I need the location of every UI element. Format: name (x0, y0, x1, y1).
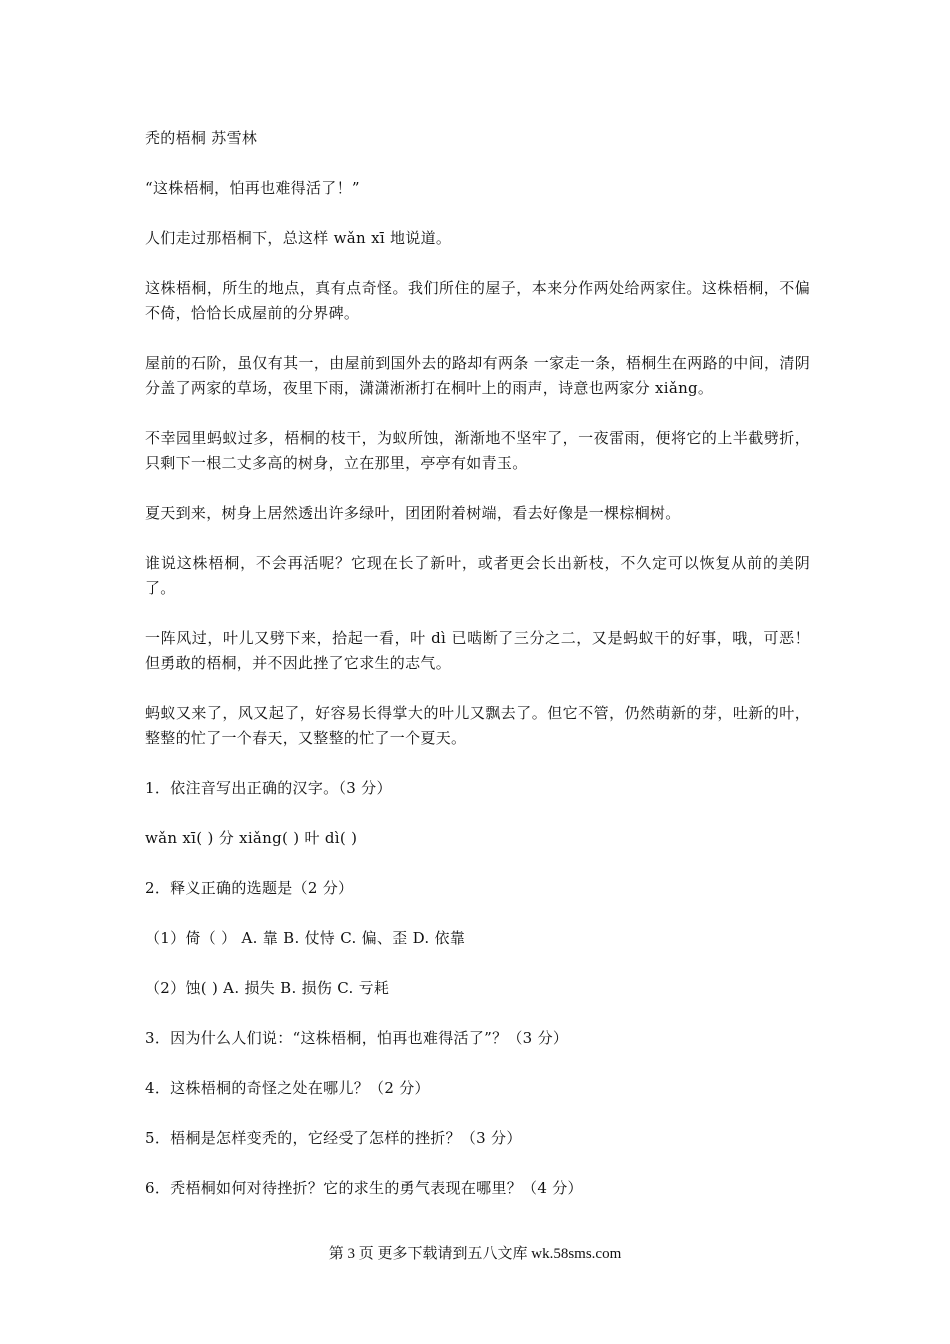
paragraph: 夏天到来，树身上居然透出许多绿叶，团团附着树端，看去好像是一棵棕榈树。 (145, 504, 681, 522)
page-footer: 第 3 页 更多下载请到五八文库 wk.58sms.com (328, 1246, 622, 1262)
question-option: （1）倚（ ） A. 靠 B. 仗恃 C. 偏、歪 D. 依靠 (145, 929, 466, 947)
paragraph: 屋前的石阶，虽仅有其一，由屋前到国外去的路却有两条 一家走一条，梧桐生在两路的中间，清阴分盖了两家的草场，夜里下雨，潇潇淅淅打在桐叶上的雨声，诗意也两家分 xiǎng。 (145, 354, 810, 397)
paragraph: 人们走过那梧桐下，总这样 wǎn xī 地说道。 (145, 229, 452, 247)
question-option: （2）蚀( ) A. 损失 B. 损伤 C. 亏耗 (145, 979, 390, 997)
document-body (145, 126, 810, 1226)
article-title: 秃的梧桐 苏雪林 (145, 129, 258, 147)
question: 6．秃梧桐如何对待挫折？它的求生的勇气表现在哪里？（4 分） (145, 1179, 583, 1197)
paragraph: 这株梧桐，所生的地点，真有点奇怪。我们所住的屋子，本来分作两处给两家住。这株梧桐，不偏不倚，恰恰长成屋前的分界碑。 (145, 279, 810, 322)
paragraph: 蚂蚁又来了，风又起了，好容易长得掌大的叶儿又飘去了。但它不管，仍然萌新的芽，吐新的叶，整整的忙了一个春天，又整整的忙了一个夏天。 (145, 704, 810, 747)
paragraph: 一阵风过，叶儿又劈下来，拾起一看，叶 dì 已啮断了三分之二，又是蚂蚁干的好事，哦，可恶！但勇敢的梧桐，并不因此挫了它求生的志气。 (145, 629, 810, 672)
question: 1．依注音写出正确的汉字。（3 分） (145, 779, 392, 797)
paragraph: 不幸园里蚂蚁过多，梧桐的枝干，为蚁所蚀，渐渐地不坚牢了，一夜雷雨，便将它的上半截劈折，只剩下一根二丈多高的树身，立在那里，亭亭有如青玉。 (145, 429, 810, 472)
question: 2．释义正确的选题是（2 分） (145, 879, 354, 897)
question-blanks: wǎn xī( ) 分 xiǎng( ) 叶 dì( ) (145, 829, 358, 847)
paragraph: “这株梧桐，怕再也难得活了！” (145, 179, 360, 197)
question: 5．梧桐是怎样变秃的，它经受了怎样的挫折？（3 分） (145, 1129, 522, 1147)
paragraph: 谁说这株梧桐，不会再活呢？它现在长了新叶，或者更会长出新枝，不久定可以恢复从前的美阴了。 (145, 554, 810, 597)
question: 4．这株梧桐的奇怪之处在哪儿？（2 分） (145, 1079, 430, 1097)
question: 3．因为什么人们说：“这株梧桐，怕再也难得活了”？（3 分） (145, 1029, 569, 1047)
